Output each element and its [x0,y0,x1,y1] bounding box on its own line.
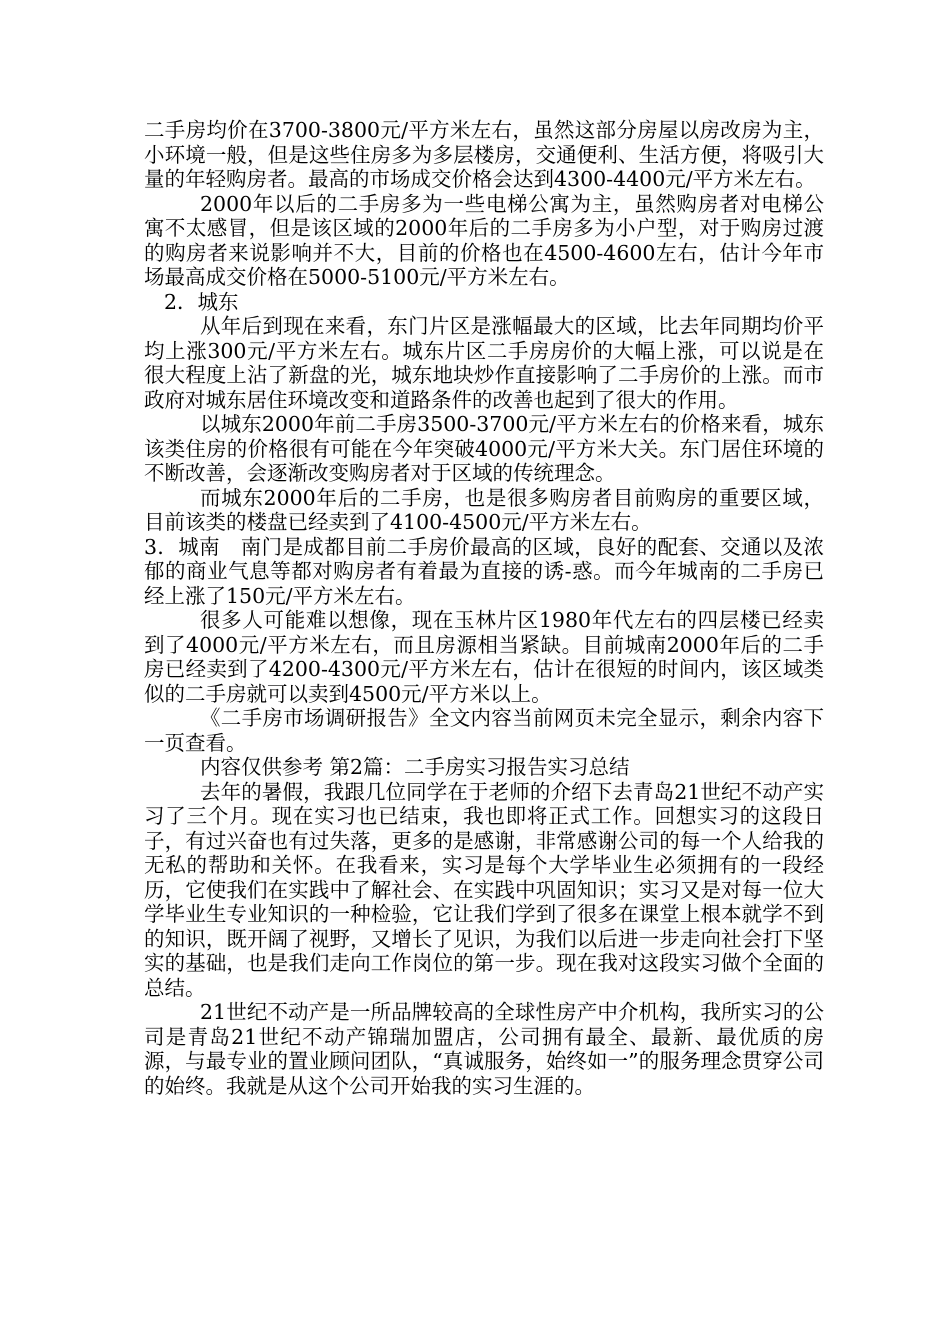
section-heading-chengdong: 2．城东 [164,289,239,314]
paragraph-chengdong-pre-2000: 以城东2000年前二手房3500-3700元/平方米左右的价格来看，城东该类住房的价格很有可能在今年突破4000元/平方米大关。东门居住环境的不断改善，会逐渐改变购房者对于区域的传统理念。 [144,412,824,485]
paragraph-chengxi-old-housing: 二手房均价在3700-3800元/平方米左右，虽然这部分房屋以房改房为主，小环境一般，但是这些住房多为多层楼房，交通便利、生活方便，将吸引大量的年轻购房者。最高的市场成交价格会达到4300-4400元/平方米左右。 [144,118,824,191]
paragraph-internship-intro: 去年的暑假，我跟几位同学在于老师的介绍下去青岛21世纪不动产实习了三个月。现在实习也已结束，我也即将正式工作。回想实习的这段日子，有过兴奋也有过失落，更多的是感谢，非常感谢公司的每一个人给我的无私的帮助和关怀。在我看来，实习是每个大学毕业生必须拥有的一段经历，它使我们在实践中了解社会、在实践中巩固知识；实习又是对每一位大学毕业生专业知识的一种检验，它让我们学到了很多在课堂上根本就学不到的知识，既开阔了视野，又增长了见识，为我们以后进一步走向社会打下坚实的基础，也是我们走向工作岗位的第一步。现在我对这段实习做个全面的总结。 [144,779,824,1000]
paragraph-yulin: 很多人可能难以想像，现在玉林片区1980年代左右的四层楼已经卖到了4000元/平方米左右，而且房源相当紧缺。目前城南2000年后的二手房已经卖到了4200-4300元/平方米左右，估计在很短的时间内，该区域类似的二手房就可以卖到4500元/平方米以上。 [144,608,824,706]
paragraph-post-2000-elevator: 2000年以后的二手房多为一些电梯公寓为主，虽然购房者对电梯公寓不太感冒，但是该区域的2000年后的二手房多为小户型，对于购房过渡的购房者来说影响并不大，目前的价格也在4500-4600左右，估计今年市场最高成交价格在5000-5100元/平方米左右。 [144,191,824,289]
paragraph-chengnan: 3．城南 南门是成都目前二手房价最高的区域，良好的配套、交通以及浓郁的商业气息等都对购房者有着最为直接的诱-惑。而今年城南的二手房已经上涨了150元/平方米左右。 [144,534,824,608]
paragraph-chengdong-post-2000: 而城东2000年后的二手房，也是很多购房者目前购房的重要区域，目前该类的楼盘已经卖到了4100-4500元/平方米左右。 [144,485,824,534]
paragraph-dongmen-rise: 从年后到现在来看，东门片区是涨幅最大的区域，比去年同期均价平均上涨300元/平方米左右。城东片区二手房房价的大幅上涨，可以说是在很大程度上沾了新盘的光，城东地块炒作直接影响了二手房价的上涨。而市政府对城东居住环境改变和道路条件的改善也起到了很大的作用。 [144,314,824,412]
document-page [144,118,824,1098]
paragraph-company-intro: 21世纪不动产是一所品牌较高的全球性房产中介机构，我所实习的公司是青岛21世纪不动产锦瑞加盟店，公司拥有最全、最新、最优质的房源，与最专业的置业顾问团队，“真诚服务，始终如一”的服务理念贯穿公司的始终。我就是从这个公司开始我的实习生涯的。 [144,1000,824,1098]
paragraph-continue-notice: 《二手房市场调研报告》全文内容当前网页未完全显示，剩余内容下一页查看。 [144,706,824,755]
article-2-heading: 内容仅供参考 第2篇：二手房实习报告实习总结 [200,755,630,779]
